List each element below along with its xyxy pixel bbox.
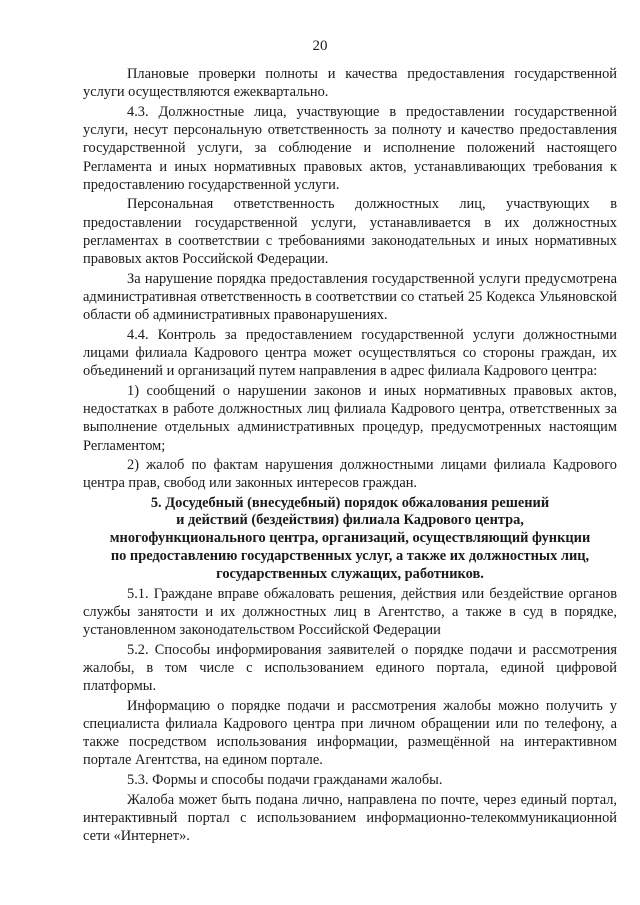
- list-item-1-reports: 1) сообщений о нарушении законов и иных нормативных правовых актов, недостатках в работе должностных лиц филиала Кадрового центра, ответственных за выполнение отдельных административных процедур, предусмотренных настоящим Регламентом;: [83, 382, 617, 454]
- paragraph-5-1-appeal-right: 5.1. Граждане вправе обжаловать решения, действия или бездействие органов службы занятости и их должностных лиц в Агентство, а также в суд в порядке, установленном законодательством Российской Федерации: [83, 585, 617, 639]
- paragraph-4-4-control: 4.4. Контроль за предоставлением государственной услуги должностными лицами филиала Кадрового центра может осуществляться со стороны граждан, их объединений и организаций путем направления в адрес филиала Кадрового центра:: [83, 326, 617, 380]
- paragraph-5-2-informing-methods: 5.2. Способы информирования заявителей о порядке подачи и рассмотрения жалобы, в том числе с использованием единого портала, единой цифровой платформы.: [83, 641, 617, 695]
- paragraph-personal-responsibility: Персональная ответственность должностных лиц, участвующих в предоставлении государственной услуги, устанавливается в их должностных регламентах в соответствии с требованиями законодательных и иных нормативных правовых актов Российской Федерации.: [83, 196, 617, 268]
- paragraph-administrative-liability: За нарушение порядка предоставления государственной услуги предусмотрена административная ответственность в соответствии со статьей 25 Кодекса Ульяновской области об административных правонарушениях.: [83, 270, 617, 324]
- section-heading-line: государственных служащих, работников.: [216, 565, 484, 582]
- section-heading-line: многофункционального центра, организаций, осуществляющий функции: [109, 530, 591, 547]
- section-heading-line: по предоставлению государственных услуг, а также их должностных лиц,: [110, 548, 590, 565]
- paragraph-complaint-submission: Жалоба может быть подана лично, направлена по почте, через единый портал, интерактивный портал с использованием информационно-телекоммуникационной сети «Интернет».: [83, 791, 617, 845]
- paragraph-5-3-submission-forms: 5.3. Формы и способы подачи гражданами жалобы.: [127, 772, 443, 789]
- paragraph-4-3-responsibility: 4.3. Должностные лица, участвующие в предоставлении государственной услуги, несут персональную ответственность за полноту и качество предоставления государственной услуги, за соблюдение и исполнение положений настоящего Регламента и иных нормативных правовых актов, устанавливающих требования к предоставлению государственной услуги.: [83, 103, 617, 193]
- section-5-heading: [83, 495, 617, 584]
- paragraph-complaint-information: Информацию о порядке подачи и рассмотрения жалобы можно получить у специалиста филиала Кадрового центра при личном обращении или по телефону, а также посредством использования информации, размещённой на интерактивном портале Агентства, на едином портале.: [83, 697, 617, 769]
- section-heading-line: и действий (бездействия) филиала Кадрового центра,: [176, 512, 524, 529]
- list-item-2-complaints: 2) жалоб по фактам нарушения должностными лицами филиала Кадрового центра прав, свобод или законных интересов граждан.: [83, 457, 617, 492]
- page-number: 20: [312, 38, 328, 54]
- paragraph-planned-inspections: Плановые проверки полноты и качества предоставления государственной услуги осуществляются ежеквартально.: [83, 66, 617, 101]
- section-heading-line: 5. Досудебный (внесудебный) порядок обжалования решений: [150, 494, 550, 511]
- document-body: [83, 65, 617, 846]
